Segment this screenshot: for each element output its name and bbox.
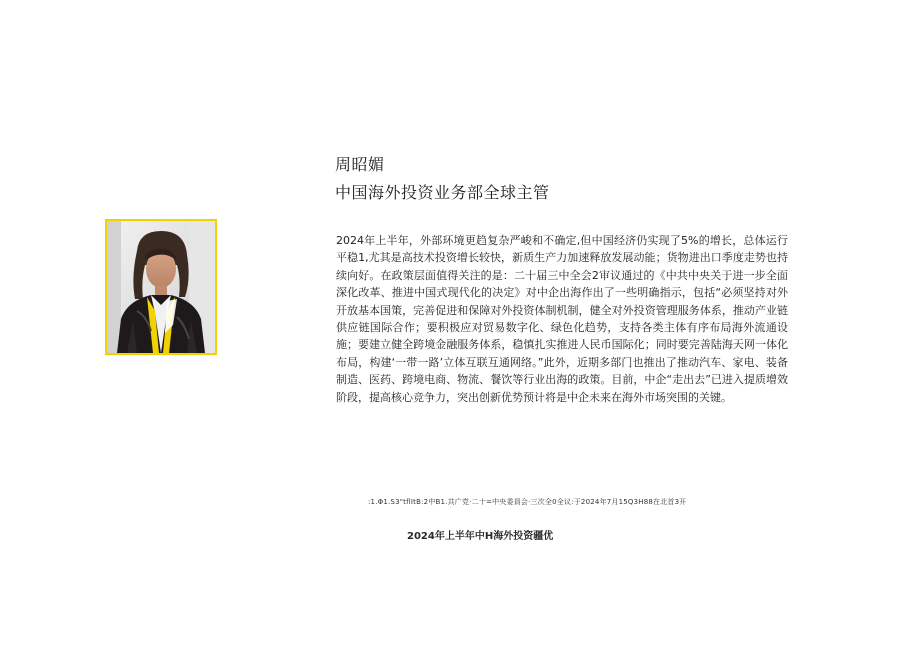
author-name: 周昭媚: [335, 155, 385, 174]
article-body: [336, 232, 788, 406]
body-paragraph: 2024年上半年，外部环境更趋复杂严峻和不确定,但中国经济仍实现了5%的增长，总体运行平稳1,尤其是高技术投资增长较快，新质生产力加速释放发展动能；货物进出口季度走势也持续向好。在政策层面值得关注的是：二十届三中全会2审议通过的《中共中央关于进一步全面深化改革、推进中国式现代化的决定》对中企出海作出了一些明确指示，包括“必须坚持对外开放基本国策，完善促进和保障对外投资体制机制，健全对外投资管理服务体系，推动产业链供应链国际合作；要积极应对贸易数字化、绿色化趋势，支持各类主体有序布局海外流通设施；要建立健全跨境金融服务体系，稳慎扎实推进人民币国际化；同时要完善陆海天网一体化布局，构建‘一带一路’立体互联互通网络。”此外，近期多部门也推出了推动汽车、家电、装备制造、医药、跨境电商、物流、餐饮等行业出海的政策。目前，中企“走出去”已进入提质增效阶段，提高核心竞争力，突出创新优势预计将是中企未来在海外市场突围的关键。: [336, 234, 788, 404]
section-caption: 2024年上半年中H海外投资疆优: [407, 531, 554, 542]
author-title: 中国海外投资业务部全球主管: [335, 183, 550, 202]
author-portrait: [105, 219, 217, 355]
portrait-photo: [107, 221, 215, 353]
footnote: :1.Φ1.S3"tflItB:2中B1.共广党·二十=中央委員会·三次全0全议:于2024年7月15Q3H88在北首3开: [368, 498, 687, 506]
